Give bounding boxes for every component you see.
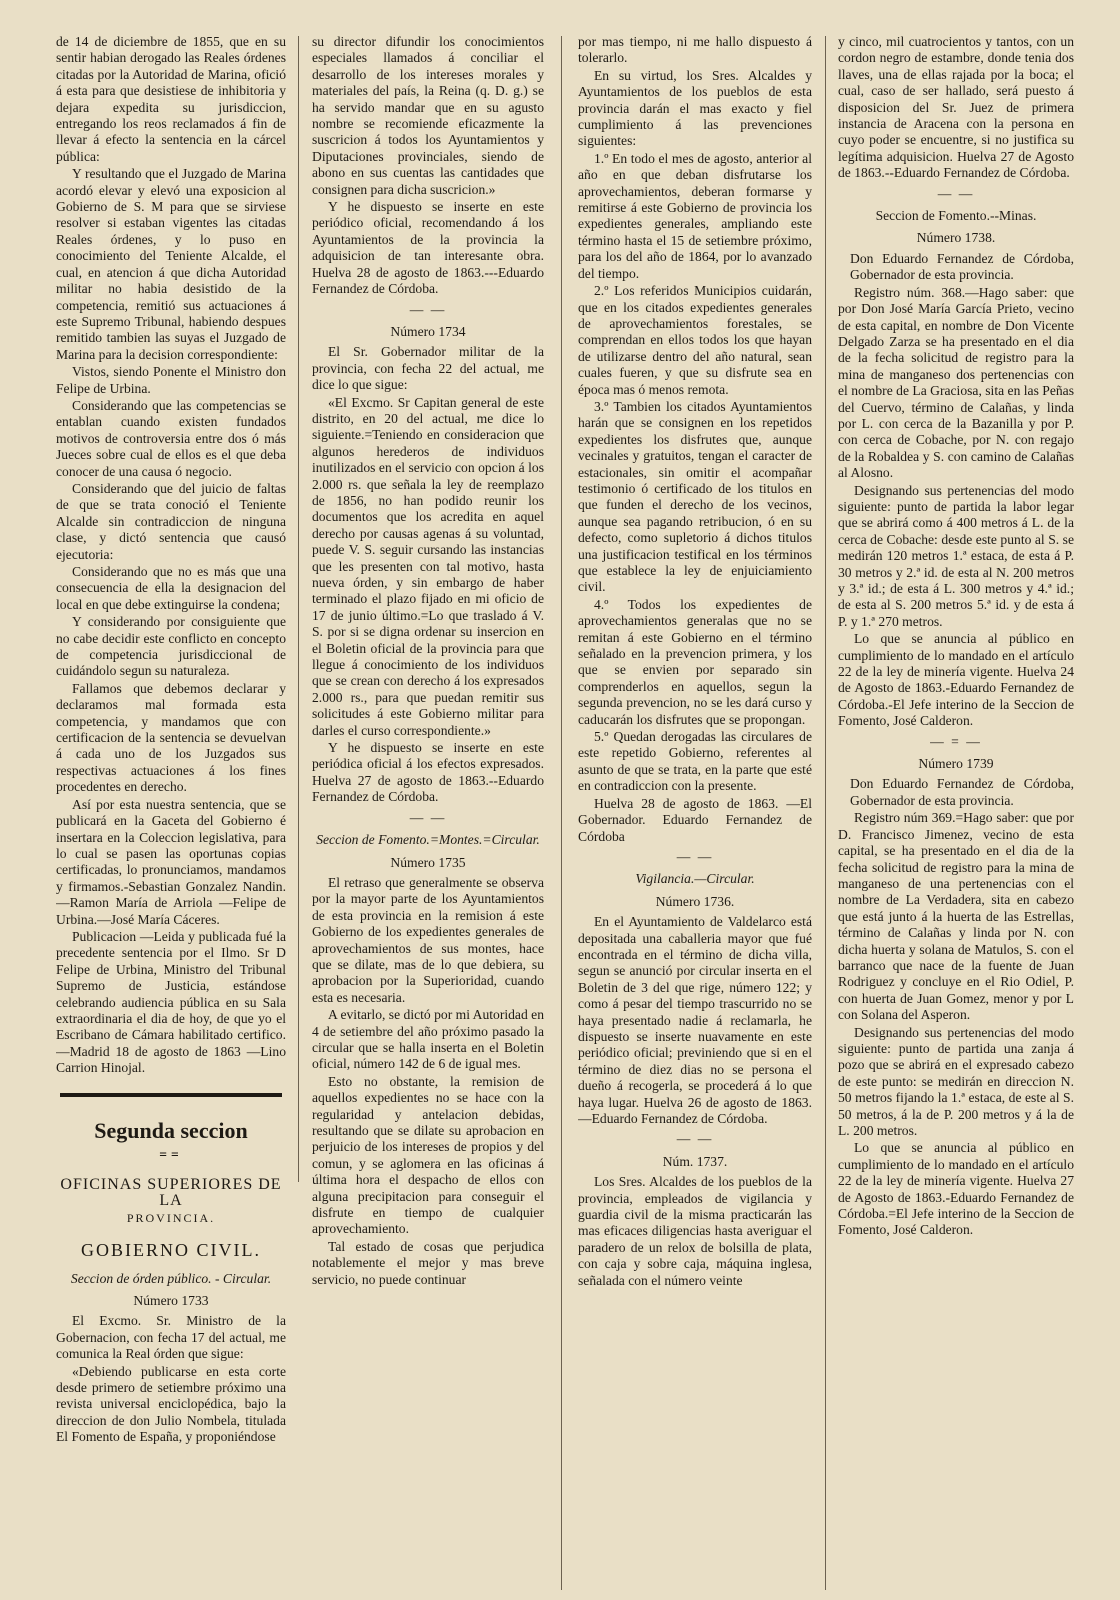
paragraph: Considerando que no es más que una consecuencia de ella la designacion del local en que debe extinguirse la condena; <box>56 564 286 612</box>
paragraph: Y considerando por consiguiente que no cabe decidir este conflicto en concepto de competencia jurisdiccional de cuidándolo segun su naturaleza. <box>56 614 286 679</box>
paragraph: Así por esta nuestra sentencia, que se publicará en la Gaceta del Gobierno é insertara en la Coleccion legislativa, para lo cual se pasen las oportunas copias certificadas, lo pronunciamos, mandamos y firmamos.-Sebastian Gonzalez Nandin.—Ramon María de Arriola —Felipe de Urbina.—José María Cáceres. <box>56 796 286 927</box>
paragraph: 4.º Todos los expedientes de aprovechamientos generalas que no se remitan á este Gobierno en el término señalado en la prevencion primera, y los que se envien por separado sin comprenderlos en aquellos, segun la segunda prevencion, no se les dará curso y caducarán los disfrutes que se propongan. <box>578 596 812 727</box>
separator: — — <box>409 809 447 825</box>
notice-number: Número 1736. <box>655 893 735 909</box>
paragraph: A evitarlo, se dictó por mi Autoridad en 4 de setiembre del año próximo pasado la circular que se halla inserta en el Boletin oficial, número 142 de 6 de igual mes. <box>312 1007 544 1072</box>
column-4 <box>838 34 1074 1594</box>
paragraph: Considerando que del juicio de faltas de que se trata conoció el Teniente Alcalde sin contradiccion de ninguna clase, y dictó sentencia que causó ejecutoria: <box>56 480 286 562</box>
paragraph: Y he dispuesto se inserte en este periódico oficial, recomendando á los Ayuntamientos de la provincia la adquisicion de tan interesante obra. Huelva 28 de agosto de 1863.---Eduardo Fernandez de Córdoba. <box>312 199 544 297</box>
official-title: Don Eduardo Fernandez de Córdoba, Gobernador de esta provincia. <box>850 250 1074 283</box>
paragraph: Vistos, siendo Ponente el Ministro don Felipe de Urbina. <box>56 364 286 396</box>
paragraph: Y resultando que el Juzgado de Marina acordó elevar y elevó una exposicion al Gobierno de S. M para que se sirviese resolver si estaban vigentes las citadas Reales órdenes, y lo puso en conocimiento del Teniente Alcalde, el cual, en atencion á que dicha Autoridad militar no habia desistido de la competencia, remitió sus actuaciones á este Supremo Tribunal, habiendo despues remitido tambien las suyas el Juzgado de Marina para la decision correspondiente: <box>56 166 286 362</box>
paragraph: 1.º En todo el mes de agosto, anterior al año en que deban disfrutarse los aprovechamientos, deberan formarse y remitirse á este Gobierno de provincia los expedientes generales, ampliando este término hasta el 15 de setiembre próximo, para los del año de 1864, por lo avanzado del tiempo. <box>578 150 812 281</box>
notice-number: Número 1733 <box>133 1293 209 1309</box>
subsection-heading: Seccion de Fomento.=Montes.=Circular. <box>316 832 540 848</box>
paragraph: por mas tiempo, ni me hallo dispuesto á tolerarlo. <box>578 34 812 66</box>
notice-number: Número 1738. <box>916 230 996 246</box>
paragraph: El retraso que generalmente se observa por la mayor parte de los Ayuntamientos de esta provincia en la remision á este Gobierno de los expedientes generales de aprovechamientos de sus montes, hace que se dilate, mas de lo que debiera, su aprobacion por la Superioridad, cuando esta es necesaria. <box>312 874 544 1005</box>
column-rule-2 <box>561 36 562 1590</box>
paragraph: En su virtud, los Sres. Alcaldes y Ayuntamientos de los pueblos de esta provincia darán el mas exacto y fiel cumplimiento á las prevenciones siguientes: <box>578 67 812 149</box>
subsection-heading: Vigilancia.—Circular. <box>635 871 755 887</box>
subsection-heading: Seccion de órden público. - Circular. <box>70 1270 272 1286</box>
section-title: Segunda seccion <box>94 1117 248 1143</box>
notice-number: Número 1735 <box>390 854 466 870</box>
paragraph: «El Excmo. Sr Capitan general de este distrito, en 20 del actual, me dice lo siguiente.=Teniendo en consideracion que algunos herederos de individuos inutilizados en el servicio con opcion á los 2.000 rs. que señala la ley de reemplazo de 1856, no han podido reunir los documentos que los acredita en aquel derecho por causas agenas á su voluntad, puede V. S. seguir cursando las instancias que les presenten con tal motivo, hasta nueva órden, y sin embargo de haber terminado el plazo fijado en mi oficio de 17 de junio último.=Lo que traslado á V. S. por si se digna ordenar su insercion en el Boletin oficial de la provincia para que llegue á conocimiento de los individuos que se crean con derecho á los expresados 2.000 rs., para que puedan remitir sus solicitudes á este Gobierno militar para darles el curso correspondiente.» <box>312 394 544 738</box>
office-subheading: PROVINCIA. <box>126 1210 216 1225</box>
paragraph: Lo que se anuncia al público en cumplimiento de lo mandado en el artículo 22 de la ley de minería vigente. Huelva 27 de Agosto de 1863.-Eduardo Fernandez de Córdoba.=El Jefe interino de la Seccion de Fomento, José Calderon. <box>838 1140 1074 1238</box>
paragraph: Registro núm 369.=Hago saber: que por D. Francisco Jimenez, vecino de esta capital, se ha presentado en el dia de la fecha solicitud de registro para la mina de manganeso de una pertenencias con el nombre de La Verdadera, sita en cabezo que está junto á la huerta de las Estrellas, término de Calañas y linda por N. con dicha huerta y solana de Matulos, S. con el barranco que nace de la fuente de Juan Rodriguez y concluye en el Rio Odiel, P. con huerta de Juan Gomez, menor y por L con Solana del Asperon. <box>838 810 1074 1023</box>
paragraph: su director difundir los conocimientos especiales llamados á conciliar el desarrollo de los intereses morales y materiales del país, la Reina (q. D. g.) se ha servido mandar que en su agusto nombre se recomiende eficazmente la suscricion á todos los Ayuntamientos y Diputaciones provinciales, siendo de abono en sus cuentas las cantidades que consignen para dicha suscricion.» <box>312 34 544 197</box>
paragraph: Fallamos que debemos declarar y declaramos mal formada esta competencia, y mandamos que con certificacion de la sentencia se devuelvan á cada uno de los Juzgados sus respectivas actuaciones á los fines procedentes en derecho. <box>56 680 286 795</box>
official-title-block <box>838 776 1074 809</box>
paragraph: Considerando que las competencias se entablan cuando existen fundados motivos de controversia entre dos ó más Jueces sobre cual de ellos es el que deba conocer de una causa ó negocio. <box>56 397 286 479</box>
office-heading: OFICINAS SUPERIORES DE LA <box>60 1176 282 1210</box>
separator: — — <box>409 301 447 317</box>
column-3 <box>578 34 812 1594</box>
official-title-block <box>838 251 1074 284</box>
separator: — — <box>937 185 975 201</box>
paragraph: «Debiendo publicarse en esta corte desde primero de setiembre próximo una revista universal enciclopédica, bajo la direccion de don Julio Nombela, titulada El Fomento de España, y proponiéndose <box>56 1363 286 1445</box>
notice-number: Núm. 1737. <box>662 1153 728 1169</box>
subsection-heading: Seccion de Fomento.--Minas. <box>875 208 1037 224</box>
paragraph: Esto no obstante, la remision de aquellos expedientes no se hace con la regularidad y antelacion debidas, resultando que se dilate su aprobacion en perjuicio de los intereses de propios y del comun, y se aglomera en las oficinas á última hora el despacho de ellos con alguna precipitacion para conseguir el disfrute en tiempo de cualquier aprovechamiento. <box>312 1073 544 1237</box>
separator: — — <box>676 848 714 864</box>
separator: — = — <box>930 733 982 749</box>
column-2 <box>312 34 544 1594</box>
column-rule-3 <box>825 36 826 1590</box>
paragraph: de 14 de diciembre de 1855, que en su sentir habian derogado las Reales órdenes citadas por la Autoridad de Marina, ofició á esta para que desistiese de inhibitoria y dejara expedita su jurisdiccion, entregando los reos reclamados á fin de llevar á efecto la sentencia en la cárcel pública: <box>56 34 286 164</box>
column-rule-1 <box>298 36 299 1182</box>
paragraph: y cinco, mil cuatrocientos y tantos, con un cordon negro de estambre, donde tenia dos llaves, una de ellas rajada por la boca; el cual, caso de ser hallado, será puesto á disposicion del Sr. Juez de primera instancia de Aracena con la persona en cuyo poder se encuentre, si no justifica su legítima adquisicion. Huelva 27 de Agosto de 1863.--Eduardo Fernandez de Córdoba. <box>838 34 1074 181</box>
official-title: Don Eduardo Fernandez de Córdoba, Gobernador de esta provincia. <box>850 776 1074 808</box>
notice-number: Número 1739 <box>918 756 994 772</box>
paragraph: Y he dispuesto se inserte en este periódica oficial á los efectos expresados. Huelva 27 de agosto de 1863.--Eduardo Fernandez de Córdoba. <box>312 740 544 805</box>
paragraph: 3.º Tambien los citados Ayuntamientos harán que se consignen en los repetidos expedientes los disfrutes que, aunque vecinales y gratuitos, tengan el caracter de estacionales, sin omitir el acompañar testimonio ó certificado de los titulos en que funden el derecho de los vecinos, aunque sea pagando retribucion, ó en su defecto, como supletorio á dichos titulos una justificacion testifical en los términos que establece la ley de enjuiciamiento civil. <box>578 398 812 595</box>
paragraph: Designando sus pertenencias del modo siguiente: punto de partida una zanja á pozo que se abrirá en el expresado cabezo de este punto: se medirán en direccion N. 50 metros fijando la 1.ª estaca, de este al S. 50 metros, á la de P. 200 metros y á la de L. 200 metros. <box>838 1024 1074 1138</box>
separator: — — <box>676 1131 714 1147</box>
section-divider <box>60 1093 282 1097</box>
paragraph: 2.º Los referidos Municipios cuidarán, que en los citados expedientes generales de aprovechamientos forestales, se comprendan en ellos todos los que hayan de utilizarse dentro del año natural, sean cuales fueren, y que su disfrute sea en época mas ó menos remota. <box>578 283 812 397</box>
paragraph: Lo que se anuncia al público en cumplimiento de lo mandado en el artículo 22 de la ley de minería vigente. Huelva 24 de Agosto de 1863.-Eduardo Fernandez de Córdoba.-El Jefe interino de la Seccion de Fomento, José Calderon. <box>838 631 1074 729</box>
paragraph: En el Ayuntamiento de Valdelarco está depositada una caballeria mayor que fué encontrada en el término de dicha villa, segun se anunció por circular inserta en el Boletin de 3 del que rige, número 122; y como á pesar del tiempo trascurrido no se haya presentado nadie á reclamarla, he dispuesto se inserte nuavamente en este periódico oficial; previniendo que si en el término de diez dias no se persona el dueño á recogerla, se procederá á lo que haya lugar. Huelva 26 de agosto de 1863.—Eduardo Fernandez de Córdoba. <box>578 914 812 1126</box>
paragraph: Designando sus pertenencias del modo siguiente: punto de partida la labor legar que se abrirá como á 400 metros á L. de la cerca de Cobache: desde este punto al S. se medirán 120 metros 1.ª estaca, de esta á P. 30 metros y 2.ª id. de esta al N. 200 metros y 3.ª id.; de esta á L. 300 metros y 4.ª id.; de esta al S. 200 metros 5.ª id. y de esta á P. y 1.ª 270 metros. <box>838 482 1074 629</box>
paragraph: El Excmo. Sr. Ministro de la Gobernacion, con fecha 17 del actual, me comunica la Real órden que sigue: <box>56 1313 286 1362</box>
gobierno-heading: GOBIERNO CIVIL. <box>81 1240 261 1261</box>
column-1 <box>56 34 286 1594</box>
paragraph: Registro núm. 368.—Hago saber: que por Don José María García Prieto, vecino de esta capital, en nombre de Don Vicente Delgado Zarza se ha presentado en el dia de la fecha solicitud de registro para la mina de manganeso dos pertenencias con el nombre de La Graciosa, sita en las Peñas del Cuervo, término de Calañas, y linda por L. con cerca de la Bazanilla y por P. con cerca de Cobache, por N. con regajo de la Robaldea y S. con camino de Calañas al Alosno. <box>838 284 1074 481</box>
paragraph: Tal estado de cosas que perjudica notablemente el mejor y mas breve servicio, no puede continuar <box>312 1238 544 1287</box>
double-rule: == <box>159 1146 183 1162</box>
paragraph: 5.º Quedan derogadas las circulares de este repetido Gobierno, referentes al asunto de que se trata, en la parte que esté en contradiccion con la presente. <box>578 729 812 794</box>
paragraph: Los Sres. Alcaldes de los pueblos de la provincia, empleados de vigilancia y guardia civil de la misma practicarán las mas eficaces diligencias hasta averiguar el paradero de un relox de bolsilla de plata, con caja y sobre caja, máquina inglesa, señalada con el número veinte <box>578 1174 812 1288</box>
paragraph: Huelva 28 de agosto de 1863. —El Gobernador. Eduardo Fernandez de Córdoba <box>578 795 812 844</box>
paragraph: El Sr. Gobernador militar de la provincia, con fecha 22 del actual, me dice lo que sigue: <box>312 344 544 393</box>
notice-number: Número 1734 <box>390 323 466 339</box>
paragraph: Publicacion —Leida y publicada fué la precedente sentencia por el Ilmo. Sr D Felipe de Urbina, Ministro del Tribunal Supremo de Justicia, estándose celebrando audiencia pública en su Sala extraordinaria el dia de hoy, de que yo el Escribano de Cámara habilitado certifico.—Madrid 18 de agosto de 1863 —Lino Carrion Hinojal. <box>56 928 286 1076</box>
